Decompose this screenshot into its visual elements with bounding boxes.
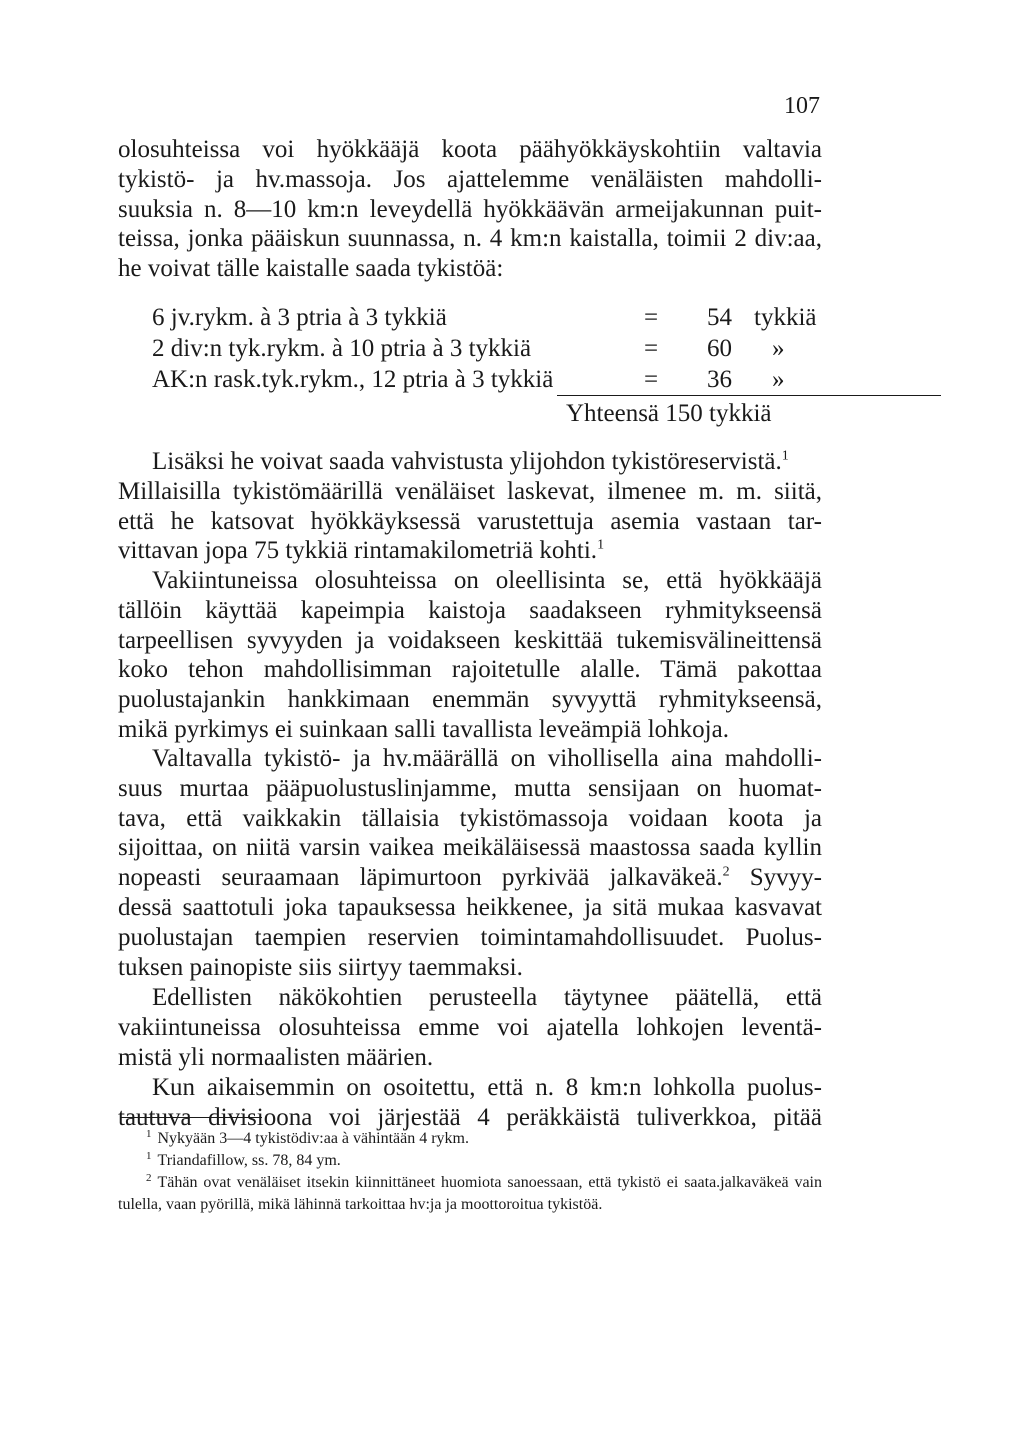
paragraph [118,983,822,1072]
footnote [118,1172,822,1216]
text-line-tail: Syvyy- [749,864,822,892]
table-row [152,333,812,364]
text-line: tällöin käyttää kapeimpia kaistoja saadakseen ryhmitykseensä [118,596,822,624]
footnote [118,1128,822,1150]
text-line: suus murtaa pääpuolustuslinjamme, mutta sensijaan on huomat- [118,774,822,802]
text-line: puolustajan taempien reservien toimintamahdollisuudet. Puolus- [118,923,822,951]
footnote-ref: 1 [781,448,789,464]
gun-count: 54 [707,304,732,331]
paragraph [118,566,822,745]
text-line: mistä yli normaalisten määrien. [118,1043,434,1071]
footnote-ref: 2 [722,864,730,880]
footnote-mark: 1 [146,1149,152,1162]
artillery-table [152,302,817,427]
text-line-content: vittavan jopa 75 tykkiä rintamakilometriä kohti. [118,537,598,565]
footnote-ref: 1 [597,538,605,554]
text-line: teissa, jonka pääiskun suunnassa, n. 4 km:n kaistalla, toimii 2 div:aa, [118,225,822,253]
text-line [118,447,822,477]
page-number: 107 [784,93,820,119]
paragraph-intro [118,135,822,284]
text-line: Edellisten näkökohtien perusteella täytynee päätellä, että [152,984,822,1011]
text-line: koko tehon mahdollisimman rajoitetulle alalle. Tämä pakottaa [118,656,822,684]
footnote-mark: 1 [146,1127,152,1140]
text-line: vakiintuneissa olosuhteissa emme voi ajatella lohkojen leventä- [118,1013,822,1041]
row-description: 2 div:n tyk.rykm. à 10 ptria à 3 tykkiä [152,335,532,362]
footnote-text: Nykyään 3—4 tykistödiv:aa à vähintään 4 rykm. [157,1130,469,1147]
text-line: Valtavalla tykistö- ja hv.määrällä on vihollisella aina mahdolli- [152,745,822,772]
text-line: että he katsovat hyökkäyksessä varustettuja asemia vastaan tar- [118,507,822,535]
gun-count: 36 [707,366,732,393]
paragraph [118,1073,822,1133]
paragraph [118,744,822,982]
text-line: Kun aikaisemmin on osoitettu, että n. 8 km:n lohkolla puolus- [152,1074,822,1101]
equals-sign: = [644,366,659,393]
text-line: tava, että vaikkakin tällaisia tykistömassoja voidaan koota ja [118,804,822,832]
equals-sign: = [644,304,659,331]
footnote-mark: 2 [146,1171,152,1184]
equals-sign: = [644,335,659,362]
text-line: mikä pyrkimys ei suinkaan salli tavallista leveämpiä lohkoja. [118,715,729,743]
text-line: tuksen painopiste siis siirtyy taemmaksi. [118,953,523,981]
text-line [118,536,822,566]
text-line: puolustajankin hankkimaan enemmän syvyyttä ryhmitykseensä, [118,686,822,714]
text-line: Vakiintuneissa olosuhteissa on oleellisinta se, että hyökkääjä [152,567,822,594]
text-line: tarpeellisen syvyyden ja voidakseen keskittää tukemisvälineittensä [118,626,822,654]
footnote [118,1150,822,1172]
text-line: tautuva divisioona voi järjestää 4 peräkkäistä tuliverkkoa, pitää [118,1103,822,1131]
table-total: Yhteensä 150 tykkiä [566,400,772,427]
row-description: 6 jv.rykm. à 3 ptria à 3 tykkiä [152,304,447,331]
text-line: Millaisilla tykistömäärillä venäläiset laskevat, ilmenee m. m. siitä, [118,477,822,505]
table-row [152,364,812,395]
footnote-text: Tähän ovat venäläiset itsekin kiinnittäneet huomiota sanoessaan, että tykistö ei saata.jalkaväkeä vain tulella, vaan pyörillä, mikä lähinnä tarkoittaa hv:ja ja moottoroitua tykistöä. [118,1174,822,1213]
gun-count: 60 [707,335,732,362]
paragraph [118,447,822,566]
ditto-mark: » [772,366,785,393]
text-line-content: nopeasti seuraamaan läpimurtoon pyrkivää jalkaväkeä. [118,864,723,892]
text-line: sijoittaa, on niitä varsin vaikea meikäläisessä maastossa saada kyllin [118,834,822,862]
text-line: dessä saattotuli joka tapauksessa heikkenee, ja sitä mukaa kasvavat [118,893,822,921]
ditto-mark: » [772,335,785,362]
row-description: AK:n rask.tyk.rykm., 12 ptria à 3 tykkiä [152,366,554,393]
text-line [118,863,822,893]
sum-rule [557,395,941,396]
unit-label: tykkiä [754,304,817,331]
table-row [152,302,817,333]
text-line-content: Lisäksi he voivat saada vahvistusta ylijohdon tykistöreservistä. [152,448,782,475]
text-line: suuksia n. 8—10 km:n leveydellä hyökkäävän armeijakunnan puit- [118,195,822,223]
text-line: tykistö- ja hv.massoja. Jos ajattelemme venäläisten mahdolli- [118,165,822,193]
text-line: olosuhteissa voi hyökkääjä koota päähyökkäyskohtiin valtavia [118,136,822,163]
text-line: he voivat tälle kaistalle saada tykistöä: [118,255,504,283]
footnote-rule [120,1117,262,1118]
footnote-text: Triandafillow, ss. 78, 84 ym. [157,1152,341,1169]
